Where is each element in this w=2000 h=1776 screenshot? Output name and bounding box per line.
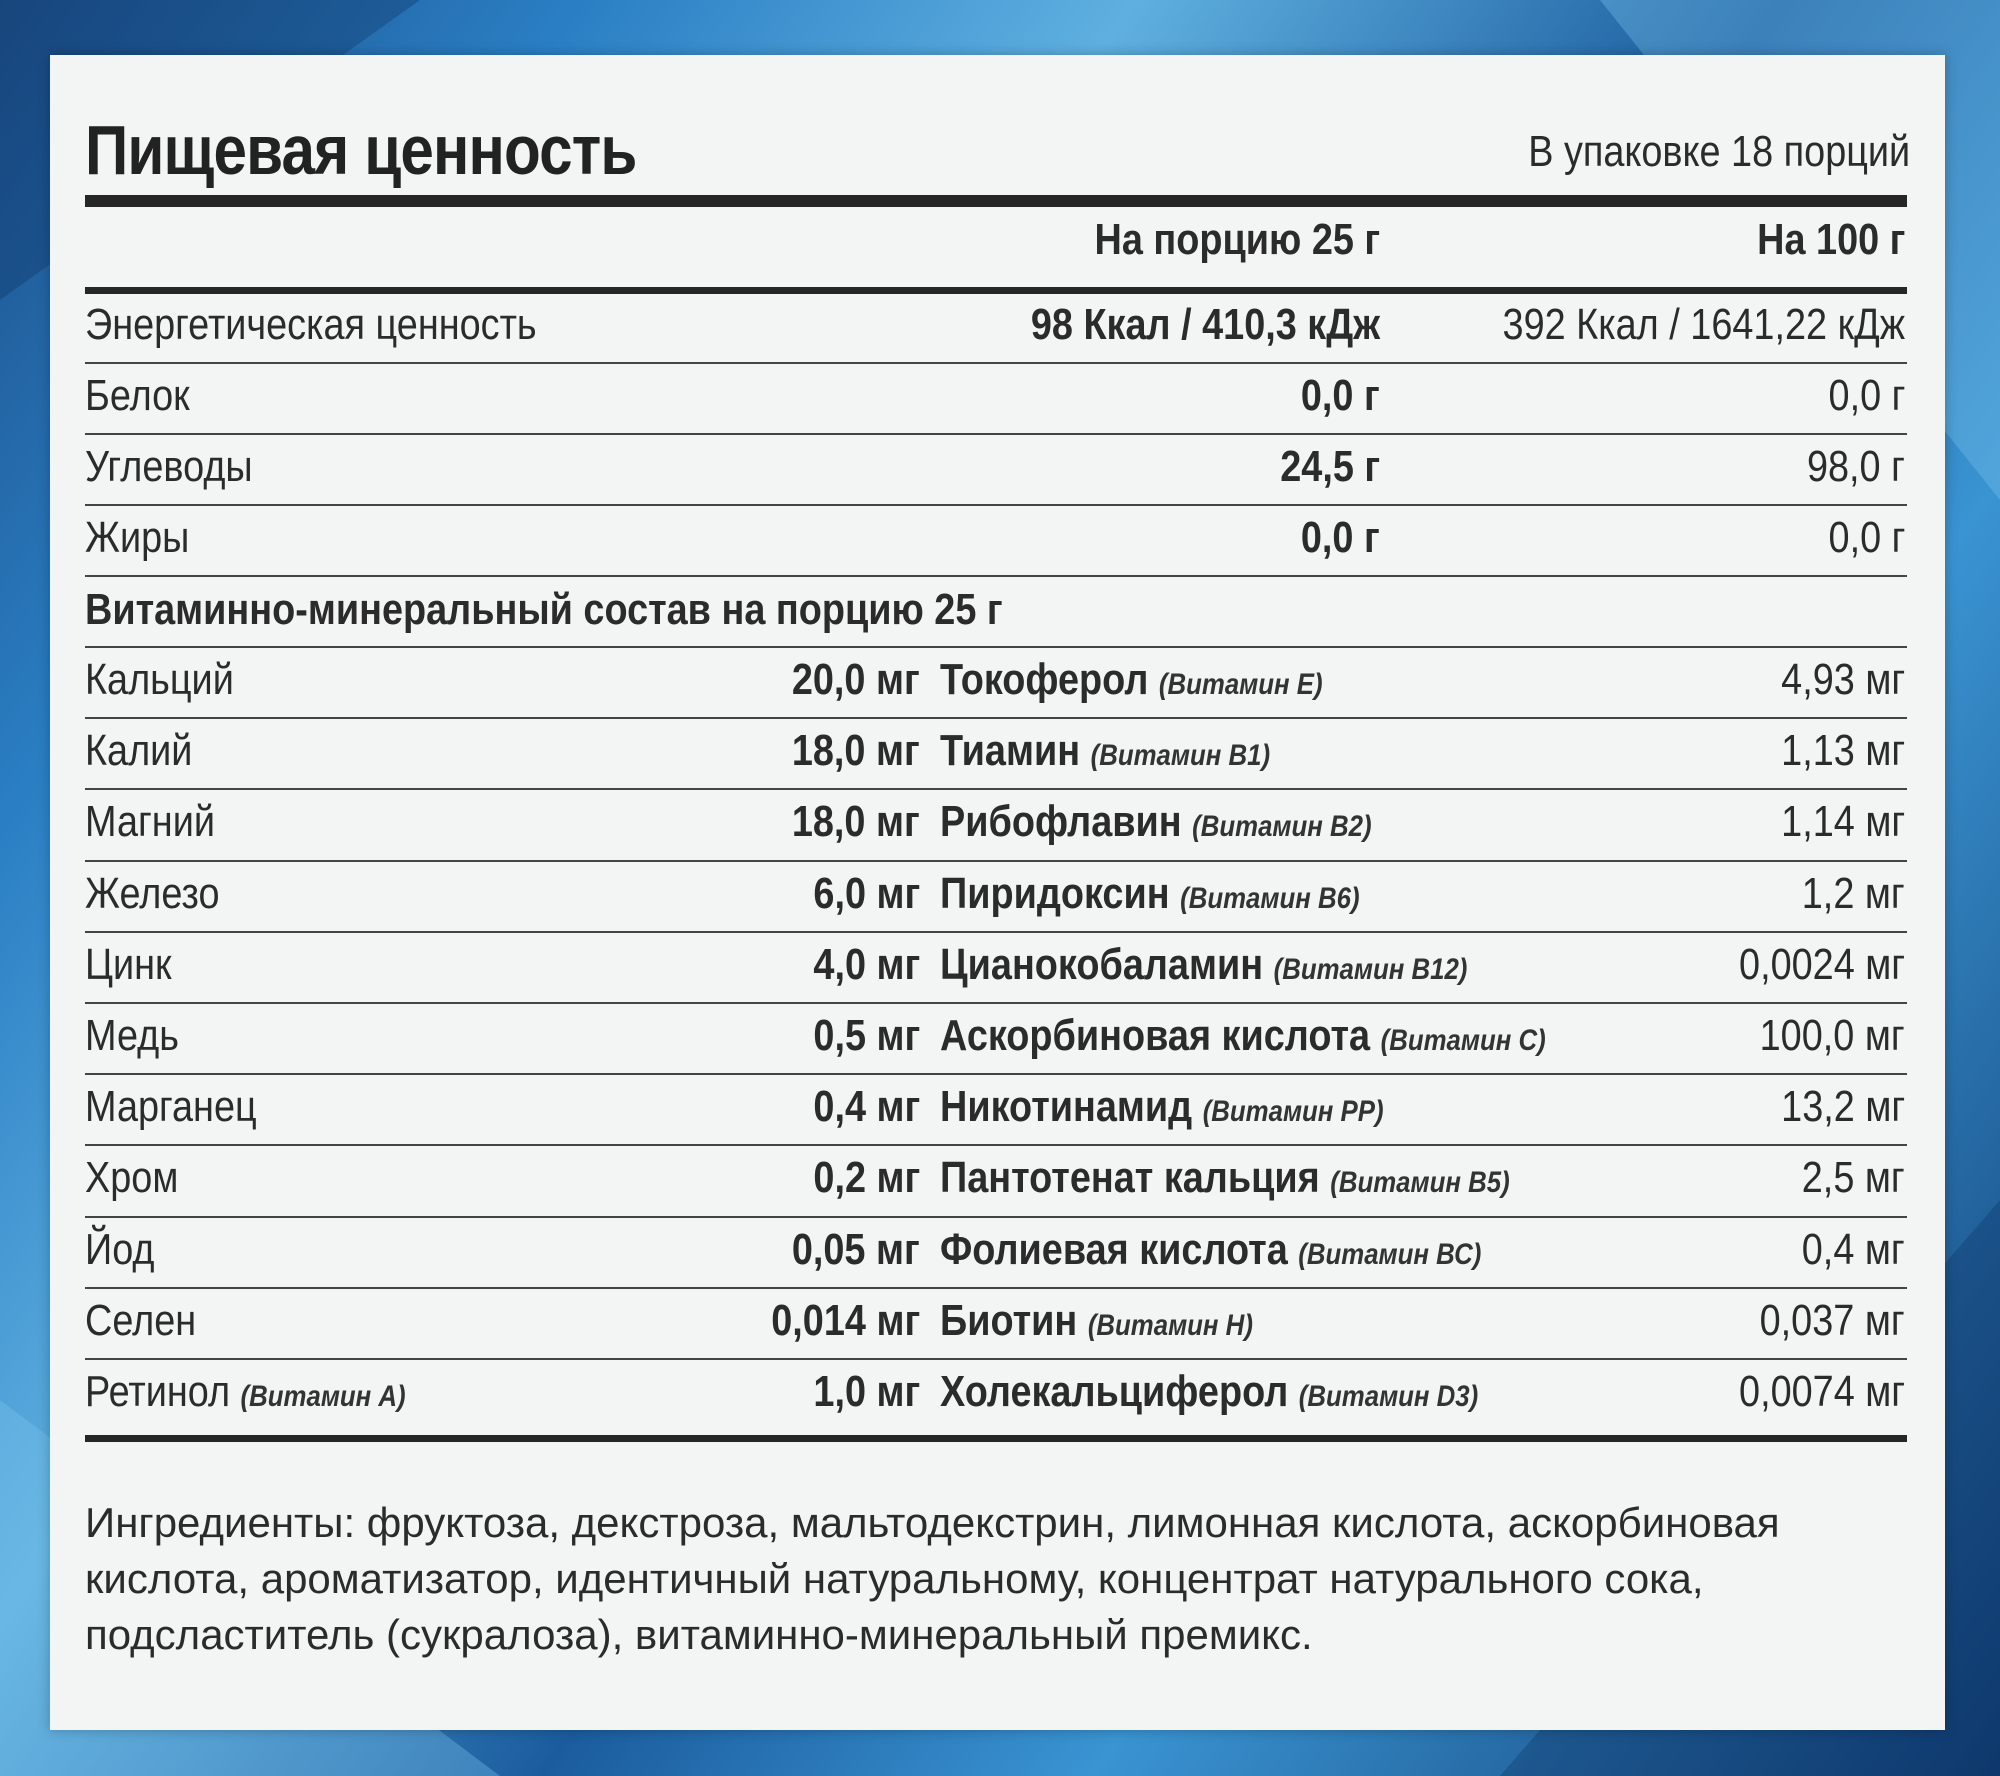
- nutrient-per-serving: 98 Ккал / 410,3 кДж: [1030, 300, 1380, 349]
- nutrition-label: [50, 55, 1945, 1730]
- vitamin-value: 0,0024 мг: [1738, 940, 1905, 989]
- row-divider: [85, 575, 1907, 577]
- mineral-label: Марганец: [85, 1082, 257, 1131]
- row-divider: [85, 788, 1907, 790]
- vitamin-name: [940, 1296, 1253, 1346]
- mineral-name: [85, 1011, 179, 1061]
- mineral-value: 18,0 мг: [792, 726, 920, 775]
- column-header-per-serving: На порцию 25 г: [1094, 215, 1380, 264]
- vitamin-note: (Витамин В5): [1330, 1166, 1510, 1199]
- mineral-name: [85, 1367, 406, 1417]
- label-title: Пищевая ценность: [85, 111, 637, 189]
- mineral-value: 0,05 мг: [792, 1225, 920, 1274]
- row-divider: [85, 717, 1907, 719]
- vitamin-note: (Витамин В1): [1090, 739, 1271, 772]
- vitamin-value: 1,2 мг: [1802, 869, 1905, 918]
- mineral-label: Цинк: [85, 940, 172, 989]
- nutrient-name: Белок: [85, 371, 190, 420]
- vitamin-value: 0,037 мг: [1759, 1296, 1905, 1345]
- mineral-label: Калий: [85, 726, 193, 775]
- mineral-label: Железо: [85, 869, 220, 918]
- mineral-value: 0,5 мг: [813, 1011, 920, 1060]
- mineral-label: Хром: [85, 1153, 179, 1202]
- divider-header: [85, 287, 1907, 294]
- vitamin-label: Токоферол: [940, 655, 1149, 704]
- vitamin-label: Никотинамид: [940, 1082, 1193, 1131]
- vitamin-name: [940, 1011, 1546, 1061]
- vitamin-note: (Витамин РР): [1202, 1095, 1384, 1128]
- mineral-label: Медь: [85, 1011, 179, 1060]
- mineral-name: [85, 940, 172, 990]
- row-divider: [85, 646, 1907, 648]
- vitamin-value: 2,5 мг: [1802, 1153, 1905, 1202]
- vitamin-label: Холекальциферол: [940, 1367, 1289, 1416]
- vitamin-name: [940, 869, 1360, 919]
- mineral-label: Кальций: [85, 655, 234, 704]
- mineral-name: [85, 797, 215, 847]
- mineral-name: [85, 1082, 257, 1132]
- vitamin-note: (Витамин ВС): [1298, 1238, 1482, 1271]
- mineral-value: 0,4 мг: [813, 1082, 920, 1131]
- mineral-value: 1,0 мг: [813, 1367, 920, 1416]
- mineral-value: 0,2 мг: [813, 1153, 920, 1202]
- vitamin-note: (Витамин Е): [1158, 668, 1323, 701]
- row-divider: [85, 1073, 1907, 1075]
- vitamin-value: 0,4 мг: [1802, 1225, 1905, 1274]
- row-divider: [85, 362, 1907, 364]
- vitamin-name: [940, 1225, 1481, 1275]
- nutrient-per-serving: 0,0 г: [1301, 513, 1380, 562]
- mineral-label: Йод: [85, 1225, 155, 1274]
- vitamin-label: Тиамин: [940, 726, 1081, 775]
- nutrient-per-100g: 98,0 г: [1807, 442, 1905, 491]
- vitamin-note: (Витамин В12): [1273, 953, 1468, 986]
- servings-per-package: В упаковке 18 порций: [1527, 127, 1910, 176]
- row-divider: [85, 504, 1907, 506]
- mineral-name: [85, 655, 234, 705]
- vitamin-label: Рибофлавин: [940, 797, 1182, 846]
- row-divider: [85, 1216, 1907, 1218]
- vitamin-value: 13,2 мг: [1781, 1082, 1905, 1131]
- vitamin-note: (Витамин В6): [1180, 882, 1360, 915]
- vitamin-name: [940, 726, 1270, 776]
- mineral-name: [85, 1153, 178, 1203]
- vitamin-name: [940, 1153, 1510, 1203]
- vitamin-note: (Витамин D3): [1298, 1380, 1479, 1413]
- nutrient-name: Жиры: [85, 513, 190, 562]
- row-divider: [85, 433, 1907, 435]
- mineral-value: 20,0 мг: [792, 655, 920, 704]
- vitamin-label: Пиридоксин: [940, 869, 1170, 918]
- mineral-value: 0,014 мг: [771, 1296, 920, 1345]
- nutrient-name: Энергетическая ценность: [85, 300, 537, 349]
- vitamin-value: 0,0074 мг: [1738, 1367, 1905, 1416]
- row-divider: [85, 1358, 1907, 1360]
- vitamin-name: [940, 1367, 1478, 1417]
- mineral-value: 6,0 мг: [813, 869, 920, 918]
- row-divider: [85, 1287, 1907, 1289]
- mineral-label: Селен: [85, 1296, 197, 1345]
- vitamin-label: Фолиевая кислота: [940, 1225, 1288, 1274]
- vitamin-label: Пантотенат кальция: [940, 1153, 1320, 1202]
- vitamin-label: Цианокобаламин: [940, 940, 1264, 989]
- divider-bottom: [85, 1435, 1907, 1442]
- vitamin-name: [940, 1082, 1384, 1132]
- vitamin-value: 1,13 мг: [1781, 726, 1905, 775]
- vitamin-section-heading: Витаминно-минеральный состав на порцию 25 г: [85, 585, 1003, 634]
- vitamin-value: 1,14 мг: [1781, 797, 1905, 846]
- mineral-name: [85, 726, 192, 776]
- nutrient-per-100g: 0,0 г: [1828, 371, 1905, 420]
- mineral-value: 18,0 мг: [792, 797, 920, 846]
- ingredients-text: Ингредиенты: фруктоза, декстроза, мальтодекстрин, лимонная кислота, аскорбиновая кислота, ароматизатор, идентичный натуральному, концентрат натурального сока, подсластитель (сукралоза), витаминно-минеральный премикс.: [85, 1499, 1780, 1658]
- mineral-label: Магний: [85, 797, 215, 846]
- mineral-name: [85, 1296, 196, 1346]
- row-divider: [85, 931, 1907, 933]
- vitamin-note: (Витамин С): [1380, 1024, 1546, 1057]
- vitamin-name: [940, 797, 1372, 847]
- vitamin-label: Биотин: [940, 1296, 1078, 1345]
- nutrient-name: Углеводы: [85, 442, 253, 491]
- vitamin-value: 100,0 мг: [1759, 1011, 1905, 1060]
- vitamin-name: [940, 940, 1467, 990]
- nutrient-per-serving: 24,5 г: [1280, 442, 1380, 491]
- mineral-note: (Витамин А): [240, 1380, 406, 1413]
- vitamin-name: [940, 655, 1323, 705]
- vitamin-note: (Витамин В2): [1192, 810, 1372, 843]
- column-header-per-100g: На 100 г: [1756, 215, 1905, 264]
- vitamin-label: Аскорбиновая кислота: [940, 1011, 1371, 1060]
- row-divider: [85, 860, 1907, 862]
- mineral-name: [85, 1225, 154, 1275]
- vitamin-note: (Витамин Н): [1087, 1309, 1253, 1342]
- row-divider: [85, 1144, 1907, 1146]
- mineral-value: 4,0 мг: [813, 940, 920, 989]
- nutrient-per-100g: 392 Ккал / 1641,22 кДж: [1502, 300, 1905, 349]
- mineral-name: [85, 869, 220, 919]
- row-divider: [85, 1002, 1907, 1004]
- vitamin-value: 4,93 мг: [1781, 655, 1905, 704]
- divider-top: [85, 195, 1907, 207]
- nutrient-per-serving: 0,0 г: [1301, 371, 1380, 420]
- nutrient-per-100g: 0,0 г: [1828, 513, 1905, 562]
- mineral-label: Ретинол: [85, 1367, 231, 1416]
